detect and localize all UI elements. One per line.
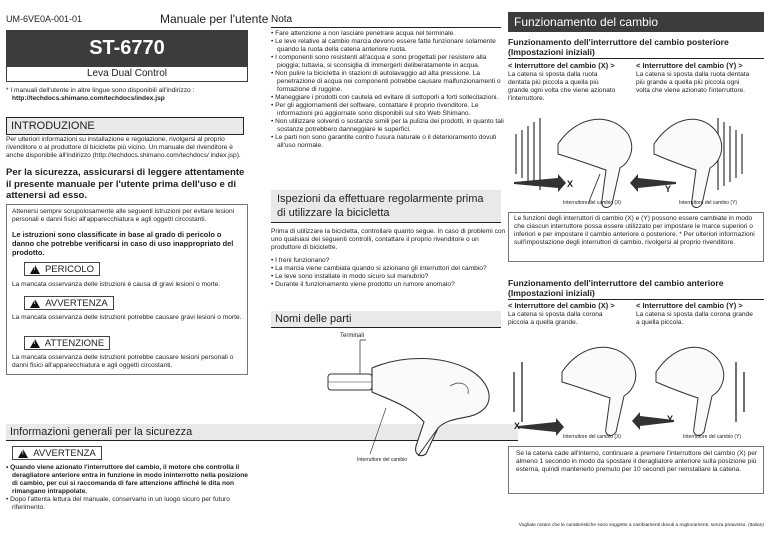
warning-icon	[30, 299, 40, 308]
post-y-text: La catena si sposta dalla ruota dentata più grande a quella più piccola ogni volta che viene azionato l'interruttore.	[636, 71, 750, 95]
nota-divider	[271, 27, 501, 28]
rear-sprockets-x-icon	[516, 118, 540, 190]
post-x-label: < Interruttore del cambio (X) >	[508, 61, 615, 70]
rear-cap-y: Interruttore del cambio (Y)	[679, 200, 738, 206]
pericolo-label: PERICOLO	[44, 263, 95, 275]
nota-item: • Le leve relative al cambio marcia devono essere fatte funzionare solamente quando la ruota della catena anteriore ruota.	[271, 38, 507, 54]
posteriore-heading: Funzionamento dell'interruttore del cambio posteriore (Impostazioni iniziali)	[508, 37, 729, 58]
warning-icon	[30, 339, 40, 348]
general-safety-list	[6, 464, 250, 512]
ant-x-label: < Interruttore del cambio (X) >	[508, 301, 615, 310]
language-note	[6, 87, 251, 103]
general-avvertenza-badge	[12, 446, 102, 460]
model-name: ST-6770	[6, 30, 248, 66]
document-code: UM-6VE0A-001-01	[6, 14, 83, 24]
avvertenza-badge	[24, 296, 114, 310]
anteriore-heading: Funzionamento dell'interruttore del cambio anteriore (Impostazioni iniziali)	[508, 278, 724, 299]
ispezioni-list	[271, 257, 507, 289]
front-arrow-x-icon	[518, 418, 564, 436]
attenzione-text: La mancata osservanza delle istruzioni potrebbe causare lesioni personali o danni fisici all'apparecchiatura e agli oggetti circostanti.	[12, 354, 234, 370]
post-y-label: < Interruttore del cambio (Y) >	[636, 61, 743, 70]
nota-list	[271, 30, 507, 150]
techdocs-link[interactable]: http://techdocs.shimano.com/techdocs/index.jsp	[12, 95, 165, 103]
safety-heading: Per la sicurezza, assicurarsi di leggere attentamente il presente manuale per l'utente prima dell'uso e di attenersi ad esso.	[6, 167, 245, 202]
general-avvertenza-label: AVVERTENZA	[33, 447, 96, 459]
post-x-text: La catena si sposta dalla ruota dentata più piccola a quella più grande ogni volta che viene azionato l'interruttore.	[508, 71, 616, 103]
nota-item: • Fare attenzione a non lasciare penetrare acqua nel terminale.	[271, 30, 507, 38]
ant-y-text: La catena si sposta dalla corona grande a quella piccola.	[636, 311, 753, 327]
attenzione-badge	[24, 336, 110, 350]
front-x-letter: X	[514, 421, 521, 431]
general-item: • Quando viene azionato l'interruttore del cambio, il motore che controlla il deragliatore anteriore entra in funzione in modo ininterrotto nella posizione di cambio, per cui si raccomanda di fare attenzione affinché le dita non rimangano intrappolate.	[6, 464, 250, 496]
ispezioni-heading: Ispezioni da effettuare regolarmente prima di utilizzare la bicicletta	[271, 190, 501, 223]
ant-y-label: < Interruttore del cambio (Y) >	[636, 301, 743, 310]
anteriore-divider	[508, 299, 764, 300]
label-interruttore: Interruttore del cambio	[357, 457, 408, 463]
front-cap-y: Interruttore del cambio (Y)	[683, 434, 742, 440]
nota-item: • Maneggiare i prodotti con cautela ed evitare di sottoporli a forti sollecitazioni.	[271, 94, 507, 102]
note-box-text: Le funzioni degli interruttori di cambio (X) e (Y) possono essere cambiate in modo che ciascun interruttore possa essere utilizzato per impostare le marce superiori o inferiori e per impostare il cambio anteriore o posteriore. * Per ulteriori informazioni sull'impostazione degli interruttori di cambio, rivolgersi al proprio rivenditore.	[514, 215, 755, 247]
ispezioni-item: • Durante il funzionamento viene prodotto un rumore anomalo?	[271, 281, 507, 289]
pericolo-text: La mancata osservanza delle istruzioni è causa di gravi lesioni o morte.	[12, 281, 221, 288]
warning-icon	[18, 449, 28, 458]
attenzione-label: ATTENZIONE	[44, 337, 105, 349]
language-note-text: * I manuali dell'utente in altre lingue sono disponibili all'indirizzo :	[6, 87, 195, 94]
avvertenza-label: AVVERTENZA	[45, 297, 108, 309]
avvertenza-text: La mancata osservanza delle istruzioni potrebbe causare gravi lesioni o morte.	[12, 314, 242, 321]
ispezioni-item: • Le leve sono installate in modo sicuro sul manubrio?	[271, 273, 507, 281]
general-safety-heading: Informazioni generali per la sicurezza	[6, 424, 518, 441]
rear-x-letter: X	[567, 179, 574, 189]
introduzione-heading: INTRODUZIONE	[6, 117, 244, 135]
safety-classification: Le istruzioni sono classificate in base al grado di pericolo o danno che potrebbe verificarsi in caso di uso inappropriato del prodotto.	[12, 230, 234, 258]
rear-sprockets-y-icon	[718, 118, 742, 190]
nota-heading: Nota	[271, 14, 293, 25]
nota-item: • Non utilizzare solventi o sostanze simili per la pulizia dei prodotti, in quanto tali sostanze potrebbero danneggiare le superfici.	[271, 118, 507, 134]
nota-item: • Non pulire la bicicletta in stazioni di autolavaggio ad alta pressione. La penetrazione di acqua nei componenti potrebbe causare malfunzionamenti o formazione di ruggine.	[271, 70, 507, 94]
bottom-note-text: Se la catena cade all'interno, continuare a premere l'interruttore del cambio (X) per almeno 1 secondo in modo da spostare il deragliatore anteriore sulla posizione più esterna, quindi mantenerlo premuto per 10 secondi per reinstallare la catena.	[516, 450, 758, 474]
nota-item: • Le parti non sono garantite contro l'usura naturale o il deterioramento dovuti all'uso normale.	[271, 134, 507, 150]
label-terminali: Terminali	[340, 333, 365, 339]
front-cap-x: Interruttore del cambio (X)	[563, 434, 622, 440]
front-chainring-x-icon	[514, 362, 522, 422]
posteriore-divider	[508, 58, 764, 59]
general-item: • Dopo l'attenta lettura del manuale, conservarlo in un luogo sicuro per futuro riferimento.	[6, 496, 250, 512]
footer-note: Vogliate notare che le caratteristiche sono soggette a cambiamenti dovuti a miglioramenti, senza preavviso. (Italian)	[518, 523, 764, 528]
document-title: Manuale per l'utente	[160, 12, 269, 26]
lever-parts-diagram	[320, 336, 510, 461]
introduzione-text: Per ulteriori informazioni su installazione e regolazione, rivolgersi al proprio rivenditore o al produttore di biciclette più vicino. Un manuale del rivenditore è anche disponibile all'indirizzo (http://techdocs.shimano.com/techdocs/ index.jsp).	[6, 136, 241, 160]
nota-item: • I componenti sono resistenti all'acqua e sono progettati per resistere alla pioggia; tuttavia, si sconsiglia di immergerli deliberatamente in acqua.	[271, 54, 507, 70]
front-chainring-y-icon	[736, 362, 744, 422]
warning-icon	[30, 265, 40, 274]
funzionamento-heading: Funzionamento del cambio	[508, 12, 764, 32]
front-y-letter: Y	[667, 414, 674, 424]
nota-item: • Per gli aggiornamenti del software, contattare il proprio rivenditore. Le informazioni più aggiornate sono disponibili sul sito Web Shimano.	[271, 102, 507, 118]
ispezioni-intro: Prima di utilizzare la bicicletta, controllare quanto segue. In caso di problemi con uno qualsiasi dei seguenti controlli, contattare il proprio rivenditore o un produttore di biciclette.	[271, 228, 506, 252]
ispezioni-item: • I freni funzionano?	[271, 257, 507, 265]
parti-heading: Nomi delle parti	[271, 311, 501, 328]
model-subtitle: Leva Dual Control	[6, 66, 248, 82]
safety-box-intro: Attenersi sempre scrupolosamente alle seguenti istruzioni per evitare lesioni personali e danni fisici all'apparecchiatura e agli oggetti circostanti.	[12, 208, 235, 224]
pericolo-badge	[24, 262, 100, 276]
rear-cap-x: Interruttore del cambio (X)	[563, 200, 622, 206]
rear-y-letter: Y	[665, 184, 672, 194]
ispezioni-item: • La marcia viene cambiata quando si azionano gli interruttori del cambio?	[271, 265, 507, 273]
front-shift-diagram	[508, 332, 764, 440]
ant-x-text: La catena si sposta dalla corona piccola a quella grande.	[508, 311, 603, 327]
rear-shift-diagram	[508, 104, 764, 214]
